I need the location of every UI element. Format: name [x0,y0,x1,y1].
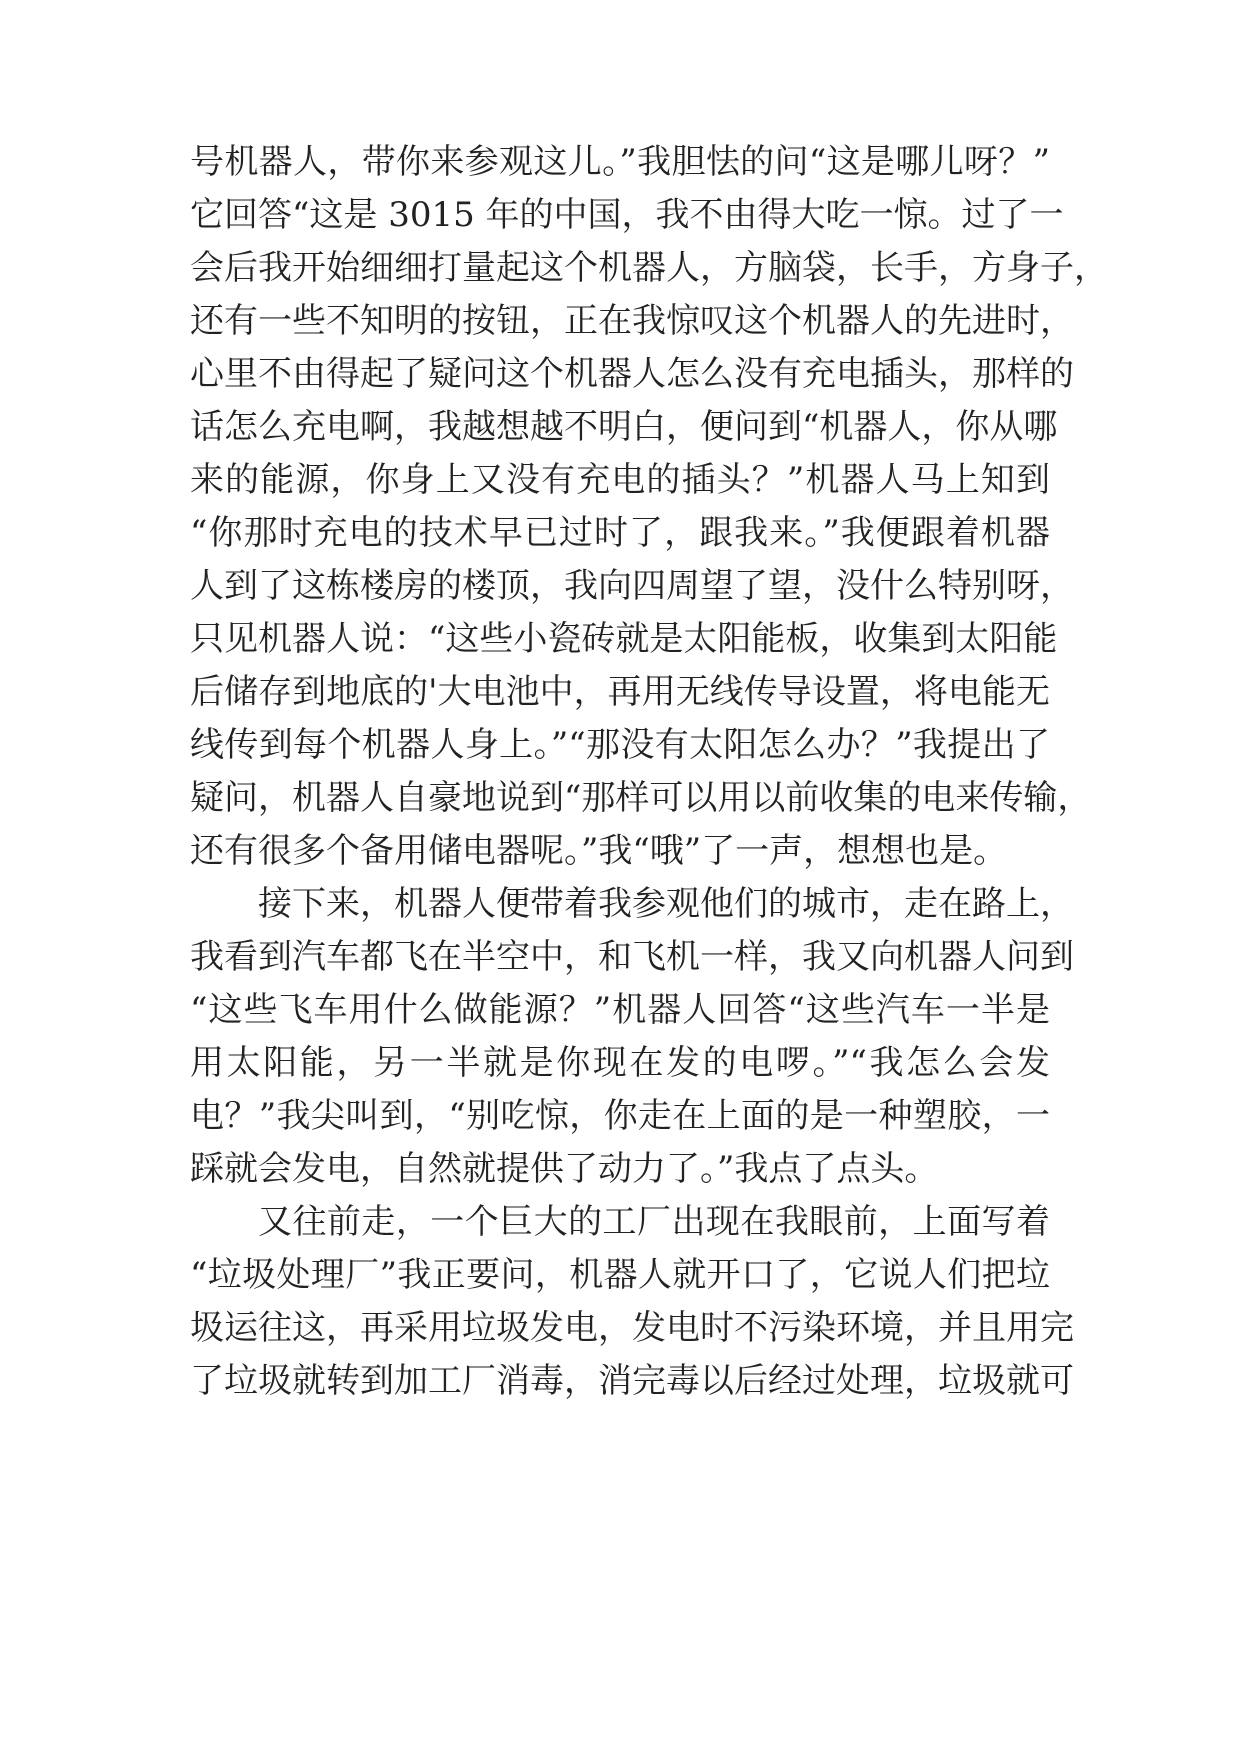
paragraph-first-line: 又往前走，一个巨大的工厂出现在我眼前，上面写着 [258,1202,1050,1242]
text-line: 用太阳能，另一半就是你现在发的电啰。”“我怎么会发 [190,1043,1050,1083]
text-line: 线传到每个机器人身上。”“那没有太阳怎么办？”我提出了 [190,725,1050,765]
text-line: 号机器人，带你来参观这儿。”我胆怯的问“这是哪儿呀？” [190,142,1050,182]
text-line: 后储存到地底的'大电池中，再用无线传导设置，将电能无 [190,672,1050,712]
text-line: 圾运往这，再采用垃圾发电，发电时不污染环境，并且用完 [190,1308,1074,1348]
paragraph-first-line: 接下来，机器人便带着我参观他们的城市，走在路上， [258,884,1074,924]
text-line: “垃圾处理厂”我正要问，机器人就开口了，它说人们把垃 [190,1255,1050,1295]
text-line: 来的能源，你身上又没有充电的插头？”机器人马上知到 [190,460,1050,500]
text-line: 话怎么充电啊，我越想越不明白，便问到“机器人，你从哪 [190,407,1058,447]
text-line: 人到了这栋楼房的楼顶，我向四周望了望，没什么特别呀， [190,566,1074,606]
text-line: 电？”我尖叫到，“别吃惊，你走在上面的是一种塑胶，一 [190,1096,1050,1136]
text-line: “你那时充电的技术早已过时了，跟我来。”我便跟着机器 [190,513,1050,553]
text-line: 只见机器人说：“这些小瓷砖就是太阳能板，收集到太阳能 [190,619,1058,659]
text-line: “这些飞车用什么做能源？”机器人回答“这些汽车一半是 [190,990,1050,1030]
text-line: 疑问，机器人自豪地说到“那样可以用以前收集的电来传输， [190,778,1092,818]
text-line: 它回答“这是 3015 年的中国，我不由得大吃一惊。过了一 [190,195,1064,235]
text-line: 我看到汽车都飞在半空中，和飞机一样，我又向机器人问到 [190,937,1074,977]
text-line: 踩就会发电，自然就提供了动力了。”我点了点头。 [190,1149,939,1189]
text-line: 心里不由得起了疑问这个机器人怎么没有充电插头，那样的 [190,354,1074,394]
text-line: 还有很多个备用储电器呢。”我“哦”了一声，想想也是。 [190,831,1008,871]
text-line: 还有一些不知明的按钮，正在我惊叹这个机器人的先进时， [190,301,1074,341]
text-line: 会后我开始细细打量起这个机器人，方脑袋，长手，方身子， [190,248,1108,288]
text-line: 了垃圾就转到加工厂消毒，消完毒以后经过处理，垃圾就可 [190,1361,1074,1401]
